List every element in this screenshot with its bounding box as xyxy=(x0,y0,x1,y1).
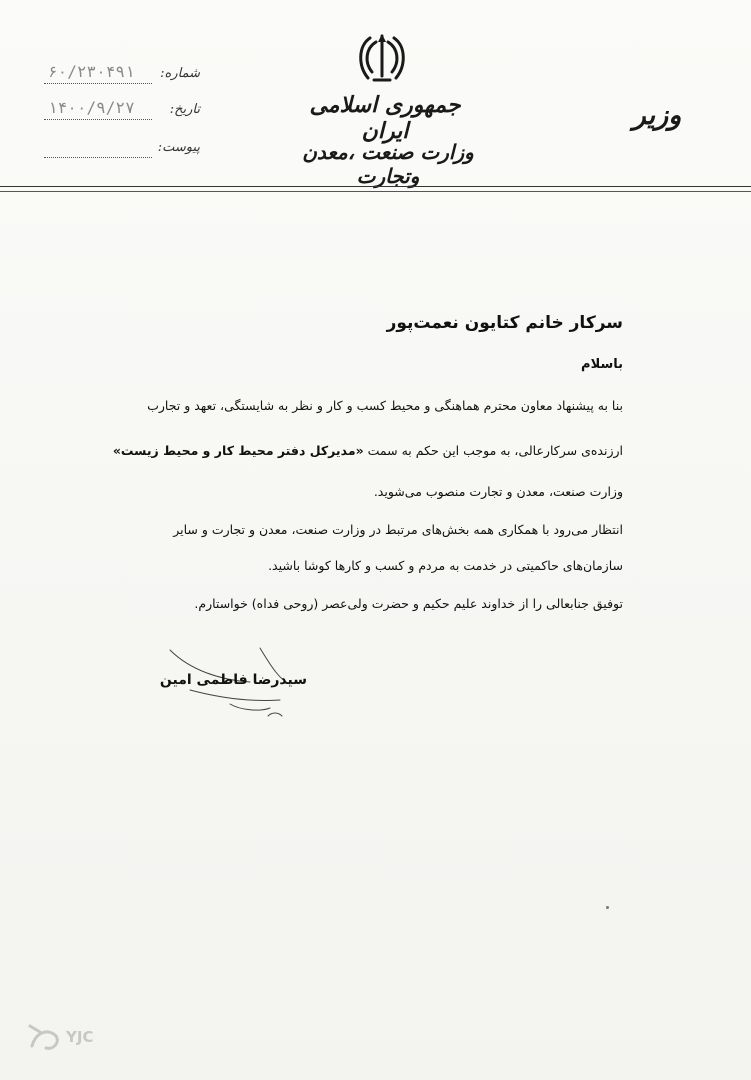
paragraph-1-line-2 xyxy=(113,443,623,458)
header-divider xyxy=(0,186,751,187)
number-dotted-line xyxy=(44,83,152,84)
greeting: باسلام xyxy=(581,357,623,372)
watermark-text: YJC xyxy=(66,1028,94,1046)
paragraph-1-line-3: وزارت صنعت، معدن و تجارت منصوب می‌شوید. xyxy=(373,484,623,499)
letter-attachment-field xyxy=(30,140,200,162)
paragraph-2-line-1: انتظار می‌رود با همکاری همه بخش‌های مرتبط در وزارت صنعت، معدن و تجارت و سایر xyxy=(173,522,623,537)
paragraph-2-line-2: سازمان‌های حاکمیتی در خدمت به مردم و کسب و کارها کوشا باشید. xyxy=(268,558,623,573)
paragraph-1-line-1: بنا به پیشنهاد معاون محترم هماهنگی و محیط کسب و کار و نظر به شایستگی، تعهد و تجارب xyxy=(147,398,623,413)
paragraph-3: توفیق جنابعالی را از خداوند علیم حکیم و حضرت ولی‌عصر (روحی فداه) خواستارم. xyxy=(194,596,623,611)
attachment-label: پیوست: xyxy=(157,140,200,155)
ministry-title: وزارت صنعت ،معدن وتجارت xyxy=(302,140,474,188)
number-label: شماره: xyxy=(160,66,200,81)
number-value: ۶۰/۲۳۰۴۹۱ xyxy=(48,62,135,81)
minister-title: وزیر xyxy=(632,100,682,131)
header-divider-secondary xyxy=(0,191,751,192)
date-dotted-line xyxy=(44,119,152,120)
attachment-dotted-line xyxy=(44,157,152,158)
signatory-name: سیدرضا فاطمی امین xyxy=(159,672,307,688)
date-label: تاریخ: xyxy=(169,102,200,117)
scan-speck xyxy=(606,906,609,909)
republic-title: جمهوری اسلامی ایران xyxy=(309,92,461,144)
letter-date-field xyxy=(30,98,200,124)
addressee: سرکار خانم کتایون نعمت‌پور xyxy=(386,313,623,333)
paragraph-1-line-2-text: ارزنده‌ی سرکارعالی، به موجب این حکم به سمت xyxy=(367,443,623,458)
iran-emblem-icon xyxy=(356,32,408,86)
appointment-position: «مدیرکل دفتر محیط کار و محیط زیست» xyxy=(112,443,364,458)
letter-number-field xyxy=(30,62,200,88)
date-value: ۱۴۰۰/۹/۲۷ xyxy=(48,98,135,117)
